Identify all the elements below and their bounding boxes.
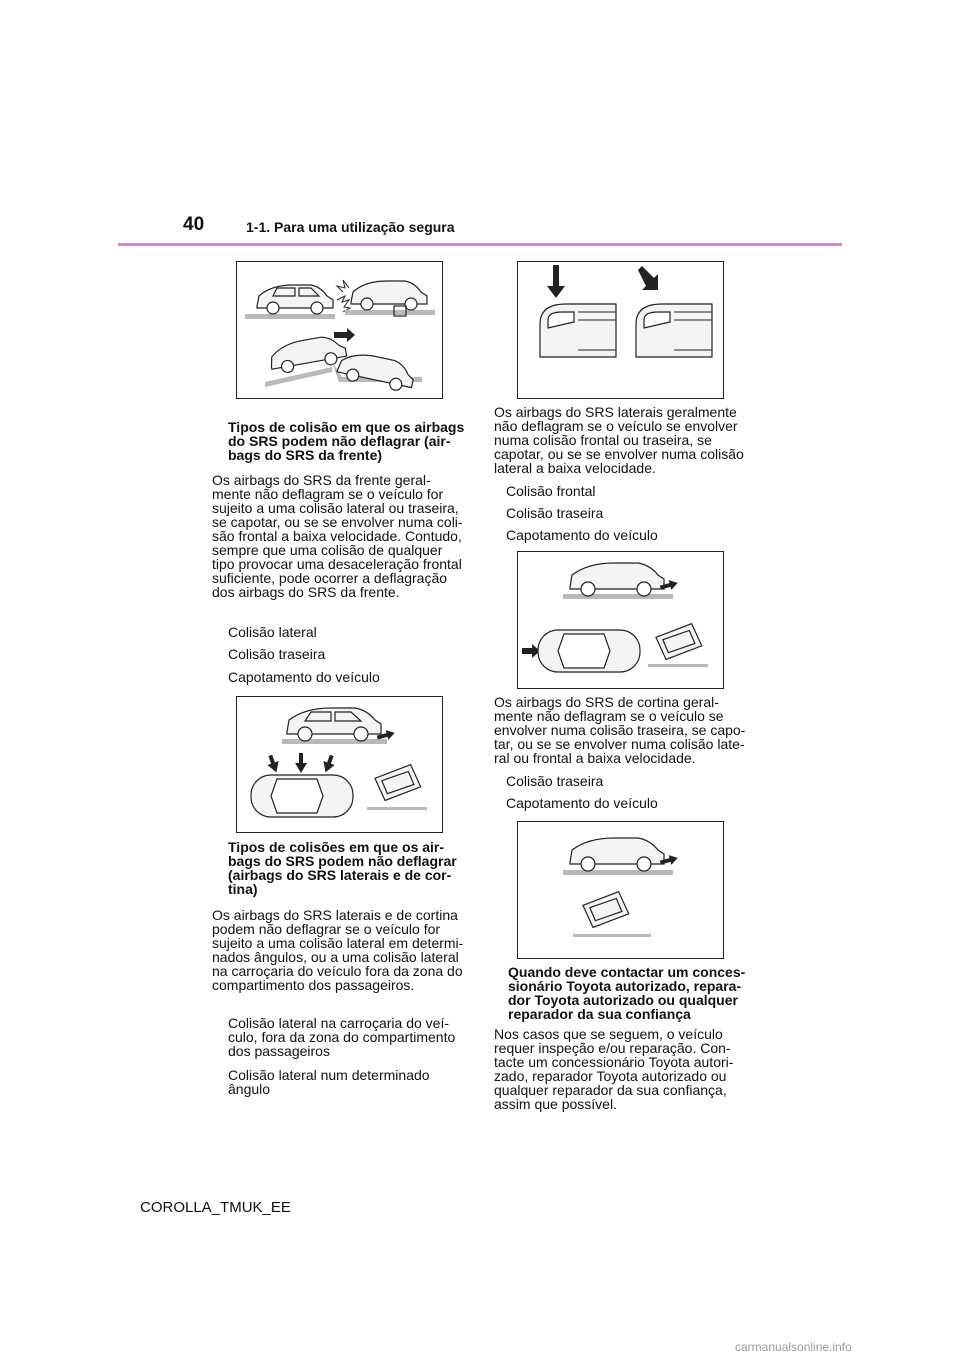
paragraph-line: zado, reparador Toyota autorizado ou <box>494 1068 727 1084</box>
paragraph-line: dos airbags do SRS da frente. <box>212 584 400 600</box>
figure-side-airbag-cases <box>517 551 724 689</box>
paragraph-line: Os airbags do SRS laterais e de cortina <box>212 907 458 923</box>
list-line: ângulo <box>228 1081 271 1097</box>
figure-collision-types-side-illustration <box>237 697 442 832</box>
list-item: Capotamento do veículo <box>506 795 658 811</box>
caption-line: bags do SRS podem não deflagrar <box>228 853 457 869</box>
paragraph-line: nados ângulos, ou a uma colisão lateral <box>212 949 459 965</box>
list-item-side-body <box>228 1016 455 1058</box>
figure-curtain-airbag-cases-illustration <box>518 822 723 958</box>
figure-collision-types-side <box>236 696 443 833</box>
paragraph-line: requer inspeção e/ou reparação. Con- <box>494 1040 731 1056</box>
paragraph-curtain-no-deploy <box>494 695 745 765</box>
caption-line: Tipos de colisão em que os airbags <box>228 419 465 435</box>
watermark: carmanualsonline.info <box>735 1340 852 1354</box>
paragraph-line: são frontal a baixa velocidade. Contudo, <box>212 528 462 544</box>
paragraph-side-airbags <box>212 908 463 992</box>
page-number: 40 <box>183 214 205 235</box>
figure-side-impact-angles <box>517 261 724 399</box>
caption-line: dor Toyota autorizado ou qualquer <box>508 992 738 1008</box>
list-item: Capotamento do veículo <box>228 669 380 685</box>
paragraph-line: Os airbags do SRS laterais geralmente <box>494 404 737 420</box>
paragraph-line: tar, ou se se envolver numa colisão late- <box>494 736 745 752</box>
paragraph-line: sujeito a uma colisão lateral em determi- <box>212 935 464 951</box>
paragraph-line: qualquer reparador da sua confiança, <box>494 1082 727 1098</box>
paragraph-line: capotar, ou se se envolver numa colisão <box>494 446 744 462</box>
paragraph-line: sempre que uma colisão de qualquer <box>212 542 443 558</box>
paragraph-line: na carroçaria do veículo fora da zona do <box>212 963 463 979</box>
paragraph-front-airbags <box>212 473 463 599</box>
paragraph-line: lateral a baixa velocidade. <box>494 460 656 476</box>
list-line: Colisão lateral num determinado <box>228 1067 430 1083</box>
caption-line: do SRS podem não deflagrar (air- <box>228 433 451 449</box>
paragraph-line: podem não deflagrar se o veículo for <box>212 921 441 937</box>
paragraph-line: Nos casos que se seguem, o veículo <box>494 1026 723 1042</box>
paragraph-line: numa colisão frontal ou traseira, se <box>494 432 712 448</box>
caption-line: tina) <box>228 881 258 897</box>
paragraph-line: ral ou frontal a baixa velocidade. <box>494 750 696 766</box>
paragraph-line: Os airbags do SRS da frente geral- <box>212 472 431 488</box>
list-line: Colisão lateral na carroçaria do veí- <box>228 1015 449 1031</box>
list-line: culo, fora da zona do compartimento <box>228 1029 456 1045</box>
list-line: dos passageiros <box>228 1043 330 1059</box>
figure-curtain-airbag-cases <box>517 821 724 959</box>
footer-model-code: COROLLA_TMUK_EE <box>140 1199 291 1216</box>
figure-side-impact-angles-illustration <box>518 262 723 398</box>
caption-line: Quando deve contactar um conces- <box>508 964 746 980</box>
list-item: Capotamento do veículo <box>506 527 658 543</box>
paragraph-side-no-deploy <box>494 405 744 475</box>
caption-contact-dealer <box>508 965 745 1021</box>
paragraph-line: tipo provocar uma desaceleração frontal <box>212 556 462 572</box>
list-item: Colisão traseira <box>506 505 604 521</box>
list-item: Colisão traseira <box>506 773 604 789</box>
paragraph-line: Os airbags do SRS de cortina geral- <box>494 694 719 710</box>
figure-collision-types-front-illustration <box>237 262 442 398</box>
list-item: Colisão frontal <box>506 483 596 499</box>
paragraph-line: suficiente, pode ocorrer a deflagração <box>212 570 448 586</box>
paragraph-line: assim que possível. <box>494 1096 617 1112</box>
paragraph-line: não deflagram se o veículo se envolver <box>494 418 738 434</box>
paragraph-line: mente não deflagram se o veículo for <box>212 486 444 502</box>
paragraph-line: compartimento dos passageiros. <box>212 977 415 993</box>
figure-collision-types-front <box>236 261 443 399</box>
paragraph-contact-dealer <box>494 1027 733 1111</box>
caption-line: bags do SRS da frente) <box>228 447 383 463</box>
header-divider <box>118 243 842 246</box>
caption-line: (airbags do SRS laterais e de cor- <box>228 867 452 883</box>
paragraph-line: mente não deflagram se o veículo se <box>494 708 724 724</box>
paragraph-line: tacte um concessionário Toyota autori- <box>494 1054 734 1070</box>
figure-side-airbag-cases-illustration <box>518 552 723 688</box>
caption-line: reparador da sua confiança <box>508 1006 691 1022</box>
list-item: Colisão traseira <box>228 646 326 662</box>
caption-line: Tipos de colisões em que os air- <box>228 839 445 855</box>
paragraph-line: se capotar, ou se se envolver numa coli- <box>212 514 463 530</box>
paragraph-line: sujeito a uma colisão lateral ou traseira, <box>212 500 459 516</box>
caption-front-airbags <box>228 420 464 462</box>
paragraph-line: envolver numa colisão traseira, se capo- <box>494 722 746 738</box>
list-item: Colisão lateral <box>228 624 317 640</box>
section-title: 1-1. Para uma utilização segura <box>246 219 455 235</box>
caption-side-airbags <box>228 840 457 896</box>
caption-line: sionário Toyota autorizado, repara- <box>508 978 742 994</box>
list-item-side-angle <box>228 1068 430 1096</box>
